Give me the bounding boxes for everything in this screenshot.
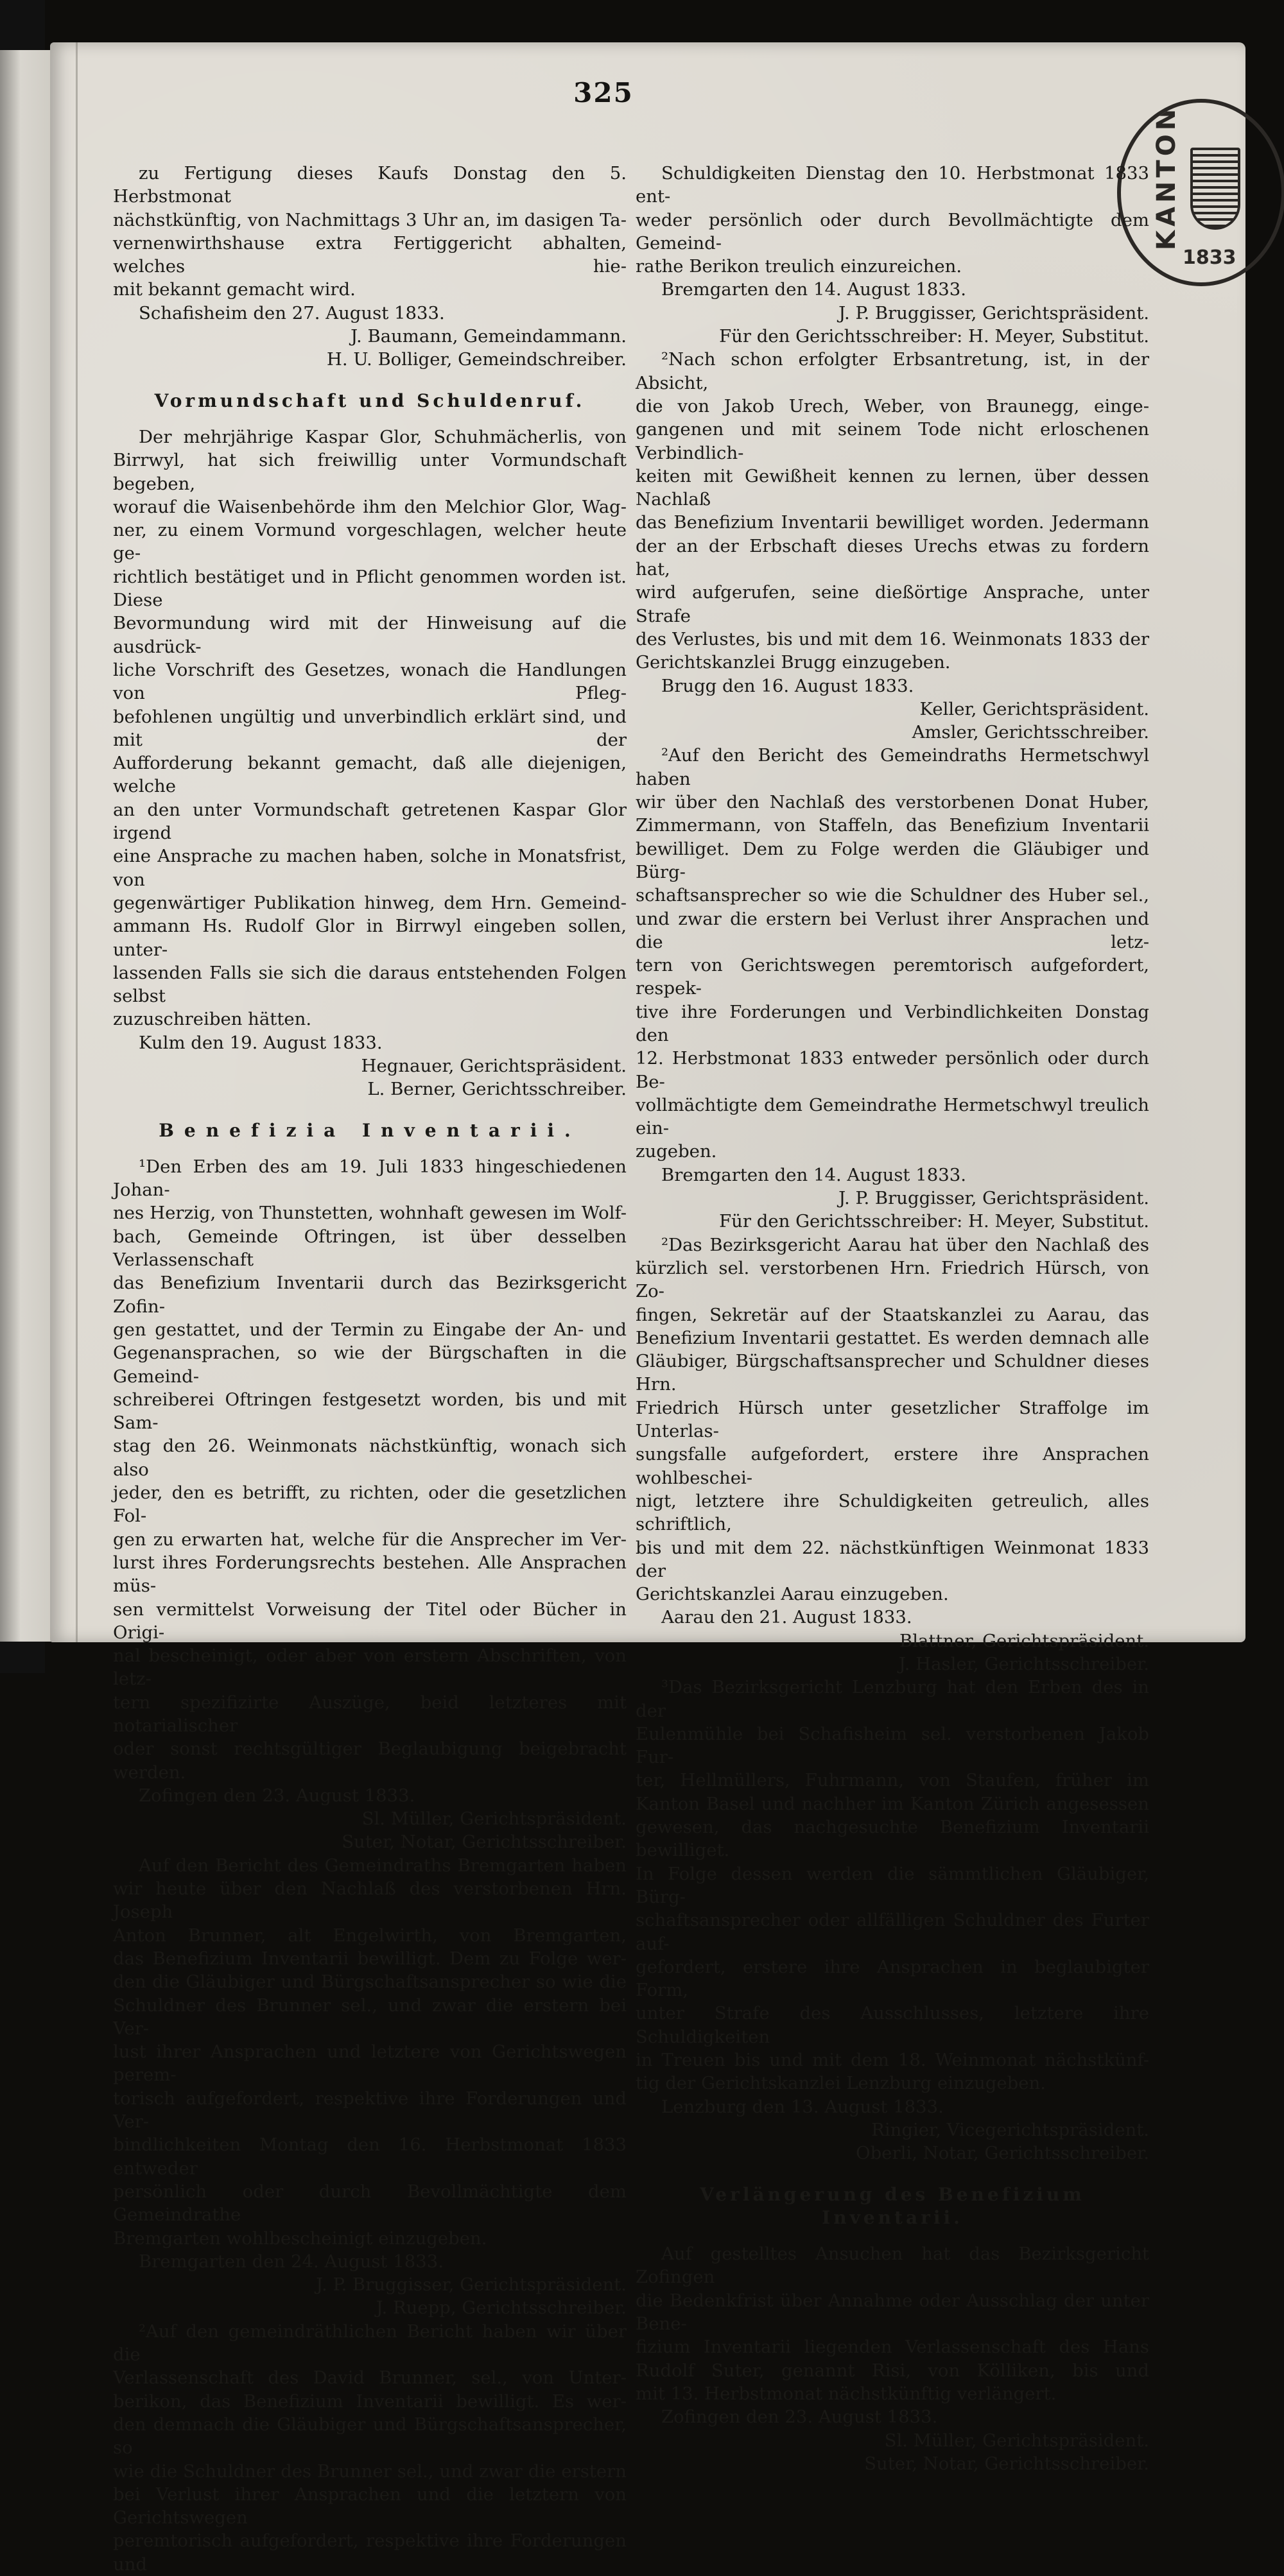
dateline: Lenzburg den 13. August 1833. [661, 2096, 944, 2117]
signature-line: L. Berner, Gerichtsschreiber. [367, 1079, 627, 1100]
text-line: unter Strafe des Ausschlusses, letztere ihre Schuldigkeiten [636, 2003, 1149, 2047]
text-line: tig der Gerichtskanzlei Lenzburg einzugeben. [636, 2073, 1046, 2094]
signature-line: Suter, Notar, Gerichtsschreiber. [864, 2453, 1149, 2474]
signature-line: Für den Gerichtsschreiber: H. Meyer, Substitut. [719, 326, 1149, 347]
text-line: Birrwyl, hat sich freiwillig unter Vormundschaft begeben, [113, 450, 627, 494]
section-heading: Verlängerung des Benefizium Inventarii. [700, 2183, 1085, 2228]
dateline: Zofingen den 23. August 1833. [139, 1785, 415, 1806]
signature-line: Oberli, Notar, Gerichtsschreiber. [856, 2143, 1149, 2164]
text-line: wie die Schuldner des Brunner sel., und zwar die erstern [113, 2460, 627, 2482]
text-line: das Benefizium Inventarii bewilligt. Dem zu Folge wer- [113, 1948, 627, 1969]
notice-paragraph [636, 744, 1149, 1163]
text-line: tive ihre Forderungen und Verbindlichkeiten Donstag den [636, 1001, 1149, 1045]
notice-paragraph [113, 2320, 627, 2576]
text-line: liche Vorschrift des Gesetzes, wonach die Handlungen von Pfleg- [113, 659, 627, 704]
text-line: tern von Gerichtswegen peremtorisch aufgefordert, respek- [636, 955, 1149, 999]
text-line: worauf die Waisenbehörde ihm den Melchior Glor, Wag- [113, 496, 627, 517]
dateline: Kulm den 19. August 1833. [139, 1032, 383, 1053]
text-line: richtlich bestätiget und in Pflicht genommen worden ist. Diese [113, 566, 627, 611]
text-line: ²Auf den gemeindräthlichen Bericht haben wir über die [113, 2321, 627, 2366]
text-line: ²Nach schon erfolgter Erbsantretung, ist, in der Absicht, [636, 349, 1149, 393]
signature-line: Sl. Müller, Gerichtspräsident. [361, 1808, 627, 1830]
text-line: die von Jakob Urech, Weber, von Braunegg, einge- [636, 395, 1149, 416]
text-line: berikon, das Benefizium Inventarii bewilligt. Es wer- [113, 2391, 627, 2412]
text-line: oder sonst rechtsgültiger Beglaubigung beigebracht werden. [113, 1739, 627, 1783]
text-line: Gegenansprachen, so wie der Bürgschaften in die Gemeind- [113, 1343, 627, 1387]
text-line: zu Fertigung dieses Kaufs Donstag den 5. Herbstmonat [113, 163, 627, 207]
text-line: der an der Erbschaft dieses Urechs etwas zu fordern hat, [636, 535, 1149, 580]
text-line: bewilliget. Dem zu Folge werden die Gläubiger und Bürg- [636, 838, 1149, 882]
dateline: Aarau den 21. August 1833. [661, 1607, 912, 1628]
text-line: keiten mit Gewißheit kennen zu lernen, über dessen Nachlaß [636, 465, 1149, 510]
text-line: ²Auf den Bericht des Gemeindraths Hermetschwyl haben [636, 745, 1149, 789]
text-line: Friedrich Hürsch unter gesetzlicher Straffolge im Unterlas- [636, 1397, 1149, 1442]
text-line: fingen, Sekretär auf der Staatskanzlei zu Aarau, das [636, 1304, 1149, 1325]
text-line: Eulenmühle bei Schafisheim sel. verstorbenen Jakob Fur- [636, 1723, 1149, 1768]
text-line: Der mehrjährige Kaspar Glor, Schuhmächerlis, von [139, 426, 627, 447]
text-line: das Benefizium Inventarii bewilliget worden. Jedermann [636, 512, 1149, 533]
notice-paragraph [113, 162, 627, 302]
notice-paragraph [113, 1854, 627, 2250]
text-line: Gläubiger, Bürgschaftsansprecher und Schuldner dieses Hrn. [636, 1351, 1149, 1395]
notice-paragraph [636, 2242, 1149, 2405]
text-line: ²Das Bezirksgericht Aarau hat über den Nachlaß des [661, 1234, 1149, 1255]
page-gutter [76, 42, 78, 1642]
signature-line: J. Hasler, Gerichtsschreiber. [898, 1654, 1149, 1674]
text-line: nes Herzig, von Thunstetten, wohnhaft gewesen im Wolf- [113, 1203, 627, 1224]
text-line: schaftsansprecher oder allfälligen Schuldner des Furter auf- [636, 1910, 1149, 1954]
text-line: gewesen, das nachgesuchte Benefizium Inventarii bewilliget. [636, 1817, 1149, 1861]
text-line: den demnach die Gläubiger und Bürgschaftsansprecher, so [113, 2414, 627, 2459]
text-line: bindlichkeiten Montag den 16. Herbstmonat 1833 entweder [113, 2134, 627, 2179]
text-line: Gerichtskanzlei Brugg einzugeben. [636, 652, 951, 673]
text-line: gegenwärtiger Publikation hinweg, dem Hrn. Gemeind- [113, 892, 627, 913]
text-line: ner, zu einem Vormund vorgeschlagen, welcher heute ge- [113, 520, 627, 564]
dateline: Bremgarten den 14. August 1833. [661, 1164, 966, 1185]
text-line: Auf den Bericht des Gemeindraths Bremgarten haben [139, 1855, 627, 1876]
text-line: bach, Gemeinde Oftringen, ist über desselben Verlassenschaft [113, 1226, 627, 1271]
text-line: ter, Hellmüllers, Fuhrmann, von Staufen, früher im [636, 1770, 1149, 1791]
dateline: Bremgarten den 14. August 1833. [661, 279, 966, 300]
notice-paragraph [636, 162, 1149, 278]
left-column [113, 162, 627, 2576]
text-line: lassenden Falls sie sich die daraus entstehenden Folgen selbst [113, 962, 627, 1007]
signature-line: Für den Gerichtsschreiber: H. Meyer, Substitut. [719, 1211, 1149, 1232]
text-line: das Benefizium Inventarii durch das Bezirksgericht Zofin- [113, 1273, 627, 1317]
text-line: torisch aufgefordert, respektive ihre Forderungen und Ver- [113, 2088, 627, 2133]
text-line: nal bescheinigt, oder aber von erstern Abschriften, von letz- [113, 1645, 627, 1690]
stamp-text: KANTON [1152, 105, 1181, 250]
text-line: sungsfalle aufgefordert, erstere ihre Ansprachen wohlbeschei- [636, 1444, 1149, 1488]
text-line: gen gestattet, und der Termin zu Eingabe der An- und [113, 1319, 627, 1340]
signature-line: J. P. Bruggisser, Gerichtspräsident. [838, 1188, 1149, 1209]
section-heading: Vormundschaft und Schuldenruf. [154, 390, 586, 411]
notice-paragraph [113, 1155, 627, 1784]
text-line: Auf gestelltes Ansuchen hat das Bezirksgericht Zofingen [636, 2244, 1149, 2288]
text-line: gefordert, erstere ihre Ansprachen in beglaubigter Form, [636, 1956, 1149, 2001]
text-line: 12. Herbstmonat 1833 entweder persönlich oder durch Be- [636, 1048, 1149, 1092]
text-line: stag den 26. Weinmonats nächstkünftig, wonach sich also [113, 1436, 627, 1480]
coat-of-arms-icon [1190, 148, 1240, 230]
text-line: Kanton Basel und nachher im Kanton Zürich angesessen [636, 1793, 1149, 1814]
signature-line: H. U. Bolliger, Gemeindschreiber. [326, 349, 627, 370]
text-line: sen vermittelst Vorweisung der Titel oder Bücher in Origi- [113, 1599, 627, 1643]
text-line: Anton Brunner, alt Engelwirth, von Bremgarten, [113, 1925, 627, 1946]
notice-paragraph [636, 1676, 1149, 2095]
page-number: 325 [573, 77, 634, 108]
signature-line: J. P. Bruggisser, Gerichtspräsident. [838, 302, 1149, 323]
text-line: in Treuen bis und mit dem 18. Weinmonat nächstkünf- [636, 2050, 1149, 2071]
signature-line: J. Baumann, Gemeindammann. [351, 326, 627, 347]
text-line: des Verlustes, bis und mit dem 16. Weinmonats 1833 der [636, 628, 1149, 649]
text-line: lurst ihres Forderungsrechts bestehen. Alle Ansprachen müs- [113, 1552, 627, 1597]
notice-paragraph [636, 348, 1149, 674]
text-line: Benefizium Inventarii gestattet. Es werden demnach alle [636, 1327, 1149, 1348]
text-line: Schuldner des Brunner sel., und zwar die erstern bei Ver- [113, 1995, 627, 2039]
text-line: tern spezifizirte Auszüge, beid letzteres mit notarialischer [113, 1692, 627, 1736]
text-line: wir über den Nachlaß des verstorbenen Donat Huber, [636, 792, 1149, 813]
text-line: Zimmermann, von Staffeln, das Benefizium Inventarii [636, 815, 1149, 836]
text-line: die Bedenkfrist über Annahme oder Ausschlag der unter Bene- [636, 2290, 1149, 2335]
text-line: schreiberei Oftringen festgesetzt worden, bis und mit Sam- [113, 1389, 627, 1434]
text-line: an den unter Vormundschaft getretenen Kaspar Glor irgend [113, 799, 627, 844]
text-line: nächstkünftig, von Nachmittags 3 Uhr an, im dasigen Ta- [113, 209, 627, 230]
text-line: zugeben. [636, 1141, 717, 1162]
text-line: Aufforderung bekannt gemacht, daß alle diejenigen, welche [113, 753, 627, 797]
text-line: weder persönlich oder durch Bevollmächtigte dem Gemeind- [636, 209, 1149, 253]
stamp-year: 1833 [1183, 246, 1236, 269]
text-line: ammann Hs. Rudolf Glor in Birrwyl eingeben sollen, unter- [113, 916, 627, 960]
text-line: gangenen und mit seinem Tode nicht erloschenen Verbindlich- [636, 419, 1149, 463]
text-line: bis und mit dem 22. nächstkünftigen Weinmonat 1833 der [636, 1537, 1149, 1581]
text-line: nigt, letztere ihre Schuldigkeiten getreulich, alles schriftlich, [636, 1490, 1149, 1535]
text-line: In Folge dessen werden die sämmtlichen Gläubiger, Bürg- [636, 1863, 1149, 1907]
text-line: vernenwirthshause extra Fertiggericht abhalten, welches hie- [113, 232, 627, 277]
text-line: zuzuschreiben hätten. [113, 1009, 312, 1030]
text-line: den die Gläubiger und Bürgschaftsansprecher so wie die [113, 1971, 627, 1993]
text-line: eine Ansprache zu machen haben, solche in Monatsfrist, von [113, 846, 627, 890]
previous-page-edge [0, 50, 51, 1642]
text-line: vollmächtigte dem Gemeindrathe Hermetschwyl treulich ein- [636, 1094, 1149, 1139]
notice-paragraph [636, 1233, 1149, 1606]
text-line: persönlich oder durch Bevollmächtigte dem Gemeindrathe [113, 2181, 627, 2226]
text-line: Rudolf Suter, genannt Risi, von Kölliken, bis und [636, 2360, 1149, 2381]
signature-line: Sl. Müller, Gerichtspräsident. [884, 2430, 1149, 2451]
signature-line: Hegnauer, Gerichtspräsident. [361, 1055, 627, 1076]
text-line: rathe Berikon treulich einzureichen. [636, 256, 962, 277]
text-line: wird aufgerufen, seine dießörtige Ansprache, unter Strafe [636, 582, 1149, 626]
dateline: Zofingen den 23. August 1833. [661, 2407, 938, 2428]
signature-line: Blattner, Gerichtspräsident. [899, 1630, 1149, 1651]
text-line: fizium Inventarii liegenden Verlassenschaft des Hans [636, 2337, 1149, 2358]
dateline: Brugg den 16. August 1833. [661, 675, 914, 696]
text-line: lust ihrer Ansprachen und letztere von Gerichtswegen perem- [113, 2041, 627, 2086]
signature-line: J. P. Bruggisser, Gerichtspräsident. [316, 2274, 627, 2296]
text-line: Bevormundung wird mit der Hinweisung auf die ausdrück- [113, 613, 627, 657]
signature-line: J. Ruepp, Gerichtsschreiber. [376, 2297, 627, 2319]
notice-paragraph [113, 425, 627, 1031]
dateline: Schafisheim den 27. August 1833. [139, 302, 445, 323]
text-line: Schuldigkeiten Dienstag den 10. Herbstmonat 1833 ent- [636, 163, 1149, 207]
signature-line: Ringier, Vicegerichtspräsident. [871, 2119, 1149, 2140]
dateline: Bremgarten den 24. August 1833. [139, 2251, 444, 2272]
text-line: jeder, den es betrifft, zu richten, oder die gesetzlichen Fol- [113, 1482, 627, 1527]
text-line: kürzlich sel. verstorbenen Hrn. Friedrich Hürsch, von Zo- [636, 1257, 1149, 1302]
text-line: ³Das Bezirksgericht Lenzburg hat den Erben des in der [636, 1677, 1149, 1721]
text-line: gen zu erwarten hat, welche für die Ansprecher im Ver- [113, 1529, 627, 1550]
section-heading: Benefizia Inventarii. [159, 1119, 581, 1141]
text-line: mit 13. Herbstmonat nächstkünftig verlängert. [636, 2383, 1057, 2404]
text-line: bei Verlust ihrer Ansprachen und die letztern von Gerichtswegen [113, 2484, 627, 2529]
text-line: und zwar die erstern bei Verlust ihrer Ansprachen und die letz- [636, 908, 1149, 952]
text-line: Verlassenschaft des David Brunner, sel., von Unter- [113, 2367, 627, 2389]
signature-line: Keller, Gerichtspräsident. [919, 698, 1149, 719]
text-line: befohlenen ungültig und unverbindlich erklärt sind, und mit der [113, 706, 627, 750]
signature-line: Amsler, Gerichtsschreiber. [912, 722, 1149, 743]
text-line: Gerichtskanzlei Aarau einzugeben. [636, 1584, 949, 1605]
text-line: wir heute über den Nachlaß des verstorbenen Hrn. Joseph [113, 1878, 627, 1923]
text-line: mit bekannt gemacht wird. [113, 279, 356, 300]
text-line: schaftsansprecher so wie die Schuldner des Huber sel., [636, 885, 1149, 906]
signature-line: Suter, Notar, Gerichtsschreiber. [342, 1832, 627, 1853]
text-line: ¹Den Erben des am 19. Juli 1833 hingeschiedenen Johan- [113, 1156, 627, 1201]
text-line: Bremgarten wohlbescheinigt einzugeben. [113, 2228, 487, 2249]
right-column [636, 162, 1149, 2475]
text-line: peremtorisch aufgefordert, respektive ihre Forderungen und [113, 2530, 627, 2575]
